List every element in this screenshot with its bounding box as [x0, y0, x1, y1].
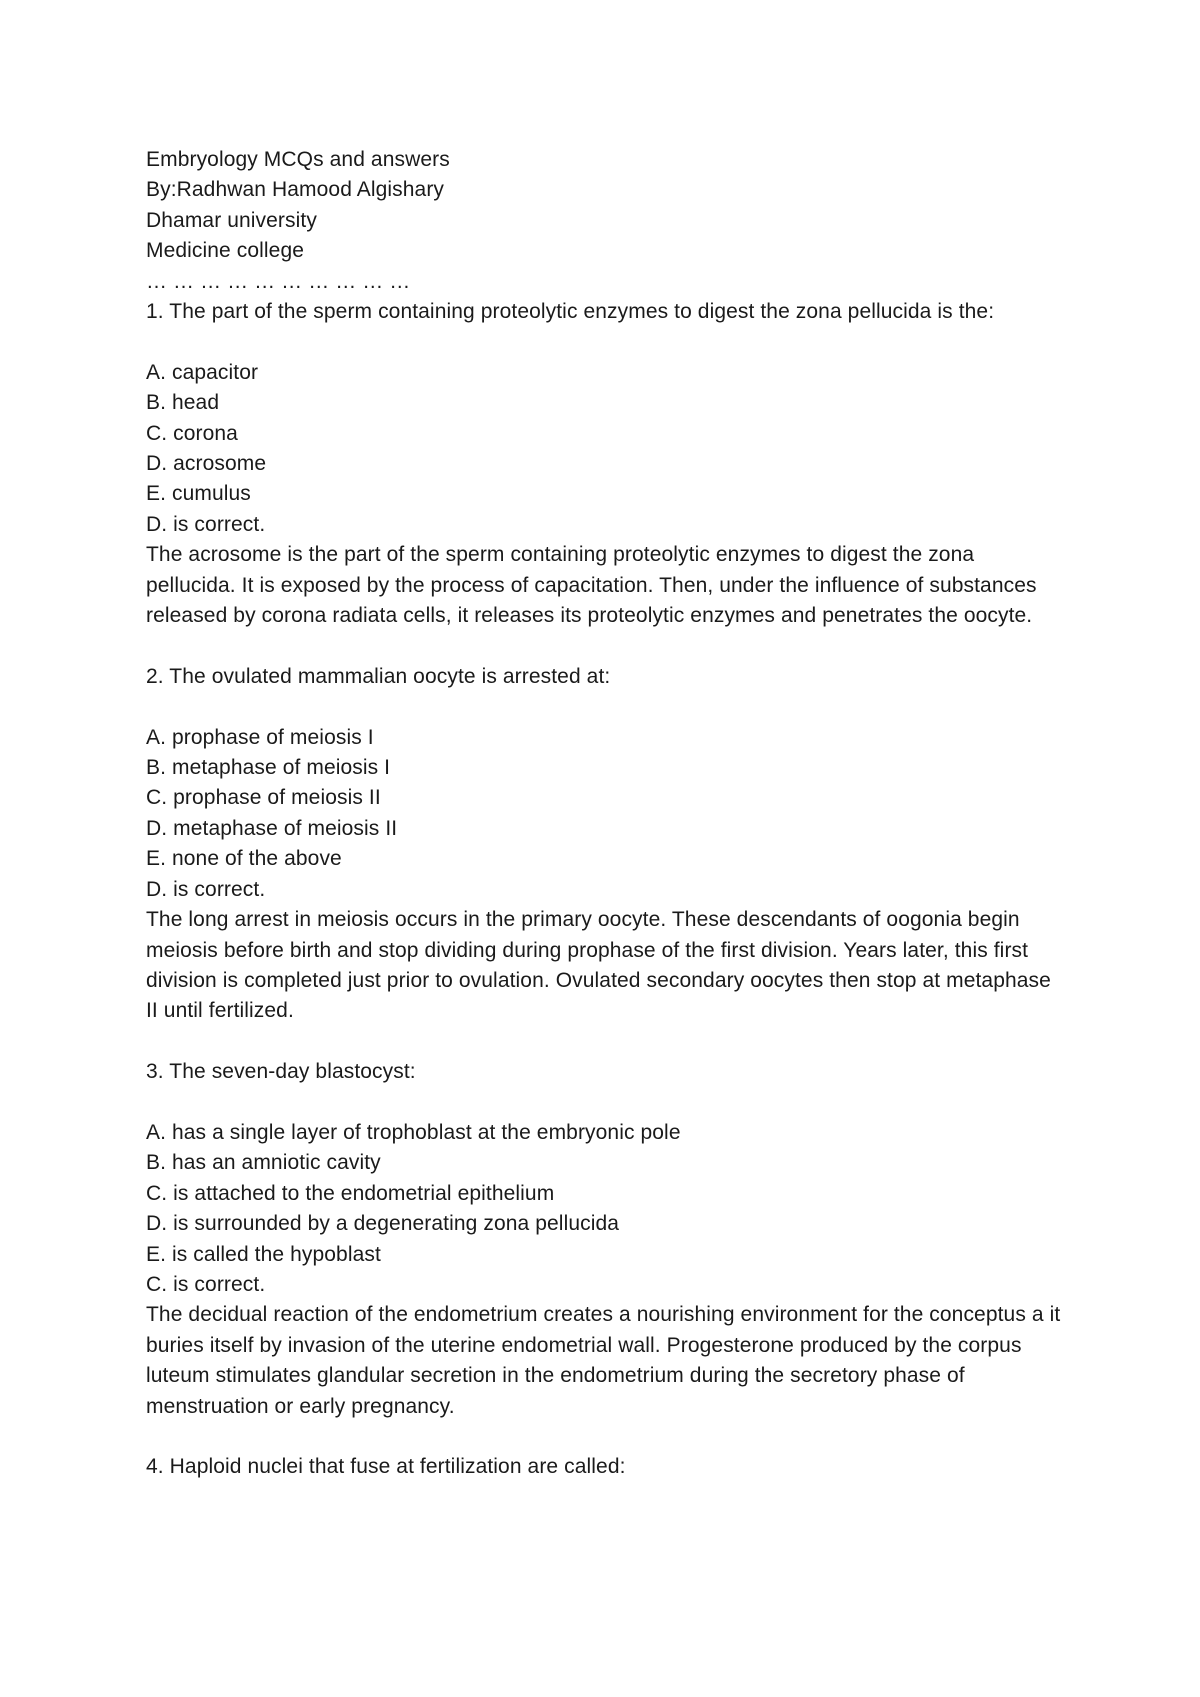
option-e: E. is called the hypoblast [146, 1242, 381, 1266]
spacer [146, 1088, 1066, 1118]
college-line: Medicine college [146, 239, 305, 263]
question-text: 3. The seven-day blastocyst: [146, 1060, 416, 1084]
explanation-text: The long arrest in meiosis occurs in the primary oocyte. These descendants of oogonia begin meiosis before birth and stop dividing during prophase of the first division. Years later, this first division is completed just prior to ovulation. Ovulated secondary oocytes then stop at metaphase II until fertilized. [146, 908, 1051, 1023]
answer-line: D. is correct. [146, 512, 266, 536]
author-line: By:Radhwan Hamood Algishary [146, 178, 445, 202]
option-b: B. head [146, 391, 220, 415]
question-text: 1. The part of the sperm containing proteolytic enzymes to digest the zona pellucida is the: [146, 300, 995, 324]
option-d: D. is surrounded by a degenerating zona pellucida [146, 1212, 620, 1236]
spacer [146, 692, 1066, 722]
answer-line: C. is correct. [146, 1272, 266, 1296]
document-page [146, 145, 1066, 1483]
spacer [146, 327, 1066, 357]
spacer [146, 631, 1066, 661]
explanation-text: The decidual reaction of the endometrium creates a nourishing environment for the conceptus a it buries itself by invasion of the uterine endometrial wall. Progesterone produced by the corpus luteum stimulates glandular secretion in the endometrium during the secretory phase of menstruation or early pregnancy. [146, 1303, 1061, 1418]
separator-line: … … … … … … … … … … [146, 269, 411, 293]
question-text: 4. Haploid nuclei that fuse at fertilization are called: [146, 1455, 626, 1479]
option-d: D. acrosome [146, 452, 267, 476]
option-b: B. metaphase of meiosis I [146, 756, 391, 780]
answer-line: D. is correct. [146, 877, 266, 901]
option-e: E. none of the above [146, 847, 342, 871]
document-title: Embryology MCQs and answers [146, 148, 450, 171]
option-e: E. cumulus [146, 482, 251, 506]
option-a: A. has a single layer of trophoblast at the embryonic pole [146, 1120, 681, 1144]
option-b: B. has an amniotic cavity [146, 1151, 381, 1175]
option-a: A. capacitor [146, 360, 259, 384]
university-line: Dhamar university [146, 208, 317, 232]
explanation-text: The acrosome is the part of the sperm containing proteolytic enzymes to digest the zona pellucida. It is exposed by the process of capacitation. Then, under the influence of substances released by corona radiata cells, it releases its proteolytic enzymes and penetrates the oocyte. [146, 543, 1037, 628]
question-text: 2. The ovulated mammalian oocyte is arrested at: [146, 664, 611, 688]
spacer [146, 1027, 1066, 1057]
option-a: A. prophase of meiosis I [146, 725, 374, 749]
option-d: D. metaphase of meiosis II [146, 816, 398, 840]
option-c: C. corona [146, 421, 238, 445]
option-c: C. prophase of meiosis II [146, 786, 381, 810]
option-c: C. is attached to the endometrial epithelium [146, 1181, 555, 1205]
spacer [146, 1422, 1066, 1452]
